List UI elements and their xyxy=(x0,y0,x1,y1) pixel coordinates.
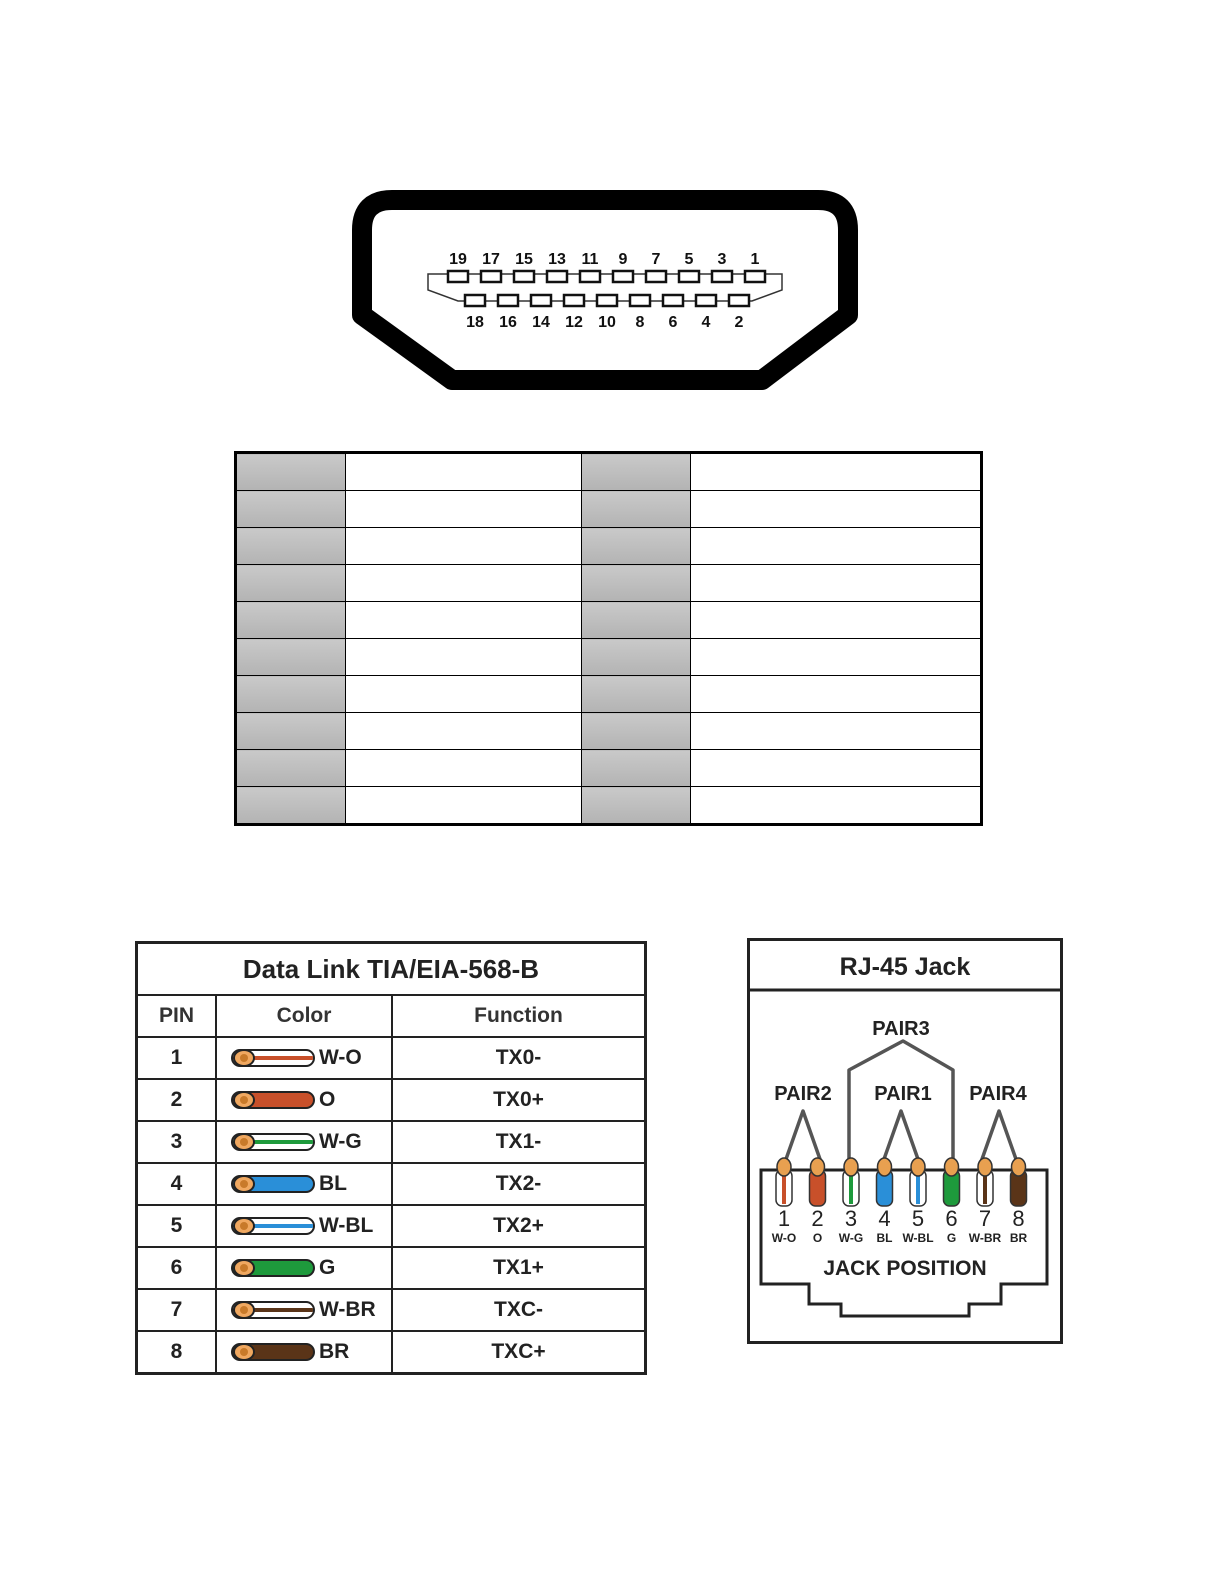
pin-signal-cell xyxy=(691,491,982,528)
header-color: Color xyxy=(216,995,392,1037)
pin-number-cell xyxy=(236,491,346,528)
pin-signal-cell xyxy=(691,528,982,565)
hdmi-pin-number: 1 xyxy=(750,251,760,268)
jack-position-label: JACK POSITION xyxy=(823,1257,987,1280)
jack-pin-color-label: O xyxy=(812,1231,823,1245)
pin-number-cell xyxy=(236,565,346,602)
pin-signal-cell xyxy=(691,602,982,639)
pin-signal-cell xyxy=(691,639,982,676)
hdmi-pin-number: 19 xyxy=(449,251,467,268)
hdmi-pin-number: 14 xyxy=(532,314,550,331)
color-label: W-BL xyxy=(319,1214,374,1237)
hdmi-pin-number: 11 xyxy=(581,251,599,268)
pin-number-cell xyxy=(582,639,691,676)
jack-pin-color-label: W-O xyxy=(771,1231,797,1245)
jack-pin-color-label: BL xyxy=(876,1231,893,1245)
pin-signal-cell xyxy=(691,676,982,713)
jack-pin-color-label: G xyxy=(946,1231,957,1245)
hdmi-pin-contact xyxy=(745,271,765,282)
color-cell xyxy=(216,1247,392,1289)
hdmi-pin-contact xyxy=(729,295,749,306)
color-label: W-BR xyxy=(319,1298,376,1321)
function-cell: TX2+ xyxy=(392,1205,646,1247)
jack-pin-number: 1 xyxy=(777,1206,791,1231)
pin-number-cell xyxy=(236,713,346,750)
color-cell xyxy=(216,1331,392,1374)
jack-pin-color-label: BR xyxy=(1009,1231,1028,1245)
hdmi-pin-number: 8 xyxy=(635,314,645,331)
pin-number-cell xyxy=(236,453,346,491)
pair3-label: PAIR3 xyxy=(872,1018,930,1040)
pin-cell: 7 xyxy=(137,1289,217,1331)
wire-end-icon xyxy=(233,1301,255,1319)
table-row xyxy=(137,1289,646,1331)
pin-table-row xyxy=(236,676,982,713)
pin-signal-cell xyxy=(346,676,582,713)
hdmi-pin-contact xyxy=(630,295,650,306)
pin-signal-cell xyxy=(346,491,582,528)
hdmi-pin-contact xyxy=(696,295,716,306)
pin-signal-cell xyxy=(691,713,982,750)
hdmi-pin-number: 12 xyxy=(565,314,583,331)
pin-number-cell xyxy=(582,528,691,565)
hdmi-pin-contact xyxy=(547,271,567,282)
pin-cell: 2 xyxy=(137,1079,217,1121)
rj45-wire xyxy=(1010,1158,1028,1245)
table-row xyxy=(137,1037,646,1079)
wire-end-icon xyxy=(233,1343,255,1361)
pin-number-cell xyxy=(236,528,346,565)
hdmi-pin-contact xyxy=(531,295,551,306)
wire-end-icon xyxy=(233,1049,255,1067)
pin-signal-cell xyxy=(346,639,582,676)
pin-table-row xyxy=(236,787,982,825)
pin-signal-cell xyxy=(691,565,982,602)
pin-cell: 8 xyxy=(137,1331,217,1374)
pin-number-cell xyxy=(582,453,691,491)
pin-signal-cell xyxy=(346,565,582,602)
table-row xyxy=(137,1163,646,1205)
hdmi-pin-number: 13 xyxy=(548,251,566,268)
hdmi-connector-diagram xyxy=(0,0,1225,420)
pair2-label: PAIR2 xyxy=(774,1083,832,1105)
hdmi-pin-number: 16 xyxy=(499,314,517,331)
color-cell xyxy=(216,1037,392,1079)
pin-table-row xyxy=(236,491,982,528)
wire-tip-icon xyxy=(1012,1158,1026,1176)
tia-table-title: Data Link TIA/EIA-568-B xyxy=(137,943,646,996)
pin-cell: 1 xyxy=(137,1037,217,1079)
table-row xyxy=(137,1247,646,1289)
hdmi-pin-contact xyxy=(663,295,683,306)
hdmi-pin-contact xyxy=(646,271,666,282)
color-label: W-G xyxy=(319,1130,362,1153)
hdmi-pin-number: 3 xyxy=(717,251,727,268)
rj45-title: RJ-45 Jack xyxy=(839,953,971,981)
pin-cell: 6 xyxy=(137,1247,217,1289)
jack-pin-color-label: W-G xyxy=(838,1231,864,1245)
function-cell: TXC- xyxy=(392,1289,646,1331)
pin-signal-cell xyxy=(346,453,582,491)
jack-pin-color-label: W-BL xyxy=(902,1231,934,1245)
rj45-frame xyxy=(749,940,1062,1343)
pin-signal-cell xyxy=(346,750,582,787)
hdmi-connector-outline xyxy=(362,200,848,380)
rj45-jack-diagram xyxy=(747,938,1063,1344)
color-label: BL xyxy=(319,1172,347,1195)
rj45-wire xyxy=(877,1158,893,1245)
hdmi-pin-number: 18 xyxy=(466,314,484,331)
wire-tip-icon xyxy=(878,1158,892,1176)
table-row xyxy=(137,1121,646,1163)
jack-pin-color-label: W-BR xyxy=(968,1231,1002,1245)
wire-tip-icon xyxy=(844,1158,858,1176)
pin-number-cell xyxy=(582,713,691,750)
wire-tip-icon xyxy=(777,1158,791,1176)
hdmi-pin-contact xyxy=(465,295,485,306)
jack-pin-number: 2 xyxy=(811,1206,824,1231)
pin-table-row xyxy=(236,639,982,676)
pair4-label: PAIR4 xyxy=(969,1083,1027,1105)
wire-end-icon xyxy=(233,1217,255,1235)
hdmi-pin-assignment-table xyxy=(234,451,983,826)
color-label: G xyxy=(319,1256,336,1279)
wire-end-icon xyxy=(233,1259,255,1277)
wire-end-icon xyxy=(233,1091,255,1109)
pin-table-row xyxy=(236,713,982,750)
color-cell xyxy=(216,1205,392,1247)
color-cell xyxy=(216,1121,392,1163)
pin-cell: 3 xyxy=(137,1121,217,1163)
hdmi-pin-number: 5 xyxy=(684,251,694,268)
function-cell: TX0+ xyxy=(392,1079,646,1121)
function-cell: TX0- xyxy=(392,1037,646,1079)
pin-table-row xyxy=(236,528,982,565)
hdmi-pin-contact xyxy=(448,271,468,282)
color-label: O xyxy=(319,1088,336,1111)
hdmi-pin-number: 9 xyxy=(618,251,628,268)
hdmi-pin-contact xyxy=(597,295,617,306)
pin-number-cell xyxy=(582,491,691,528)
hdmi-pin-contact xyxy=(514,271,534,282)
pin-number-cell xyxy=(236,602,346,639)
pin-number-cell xyxy=(582,787,691,825)
function-cell: TX1- xyxy=(392,1121,646,1163)
function-cell: TXC+ xyxy=(392,1331,646,1374)
function-cell: TX1+ xyxy=(392,1247,646,1289)
hdmi-pin-number: 10 xyxy=(598,314,616,331)
pin-table-row xyxy=(236,750,982,787)
hdmi-pin-number: 15 xyxy=(515,251,533,268)
pin-number-cell xyxy=(236,639,346,676)
jack-pin-number: 3 xyxy=(844,1206,858,1231)
wire-tip-icon xyxy=(911,1158,925,1176)
pin-signal-cell xyxy=(346,528,582,565)
pin-signal-cell xyxy=(691,453,982,491)
hdmi-pin-number: 4 xyxy=(701,314,711,331)
pin-signal-cell xyxy=(346,602,582,639)
pin-number-cell xyxy=(582,676,691,713)
pin-table-row xyxy=(236,602,982,639)
pin-number-cell xyxy=(582,565,691,602)
table-row xyxy=(137,1331,646,1374)
pin-cell: 4 xyxy=(137,1163,217,1205)
jack-pin-number: 6 xyxy=(945,1206,958,1231)
jack-pin-number: 5 xyxy=(911,1206,925,1231)
pin-table-row xyxy=(236,565,982,602)
color-cell xyxy=(216,1289,392,1331)
pin-signal-cell xyxy=(346,713,582,750)
color-label: BR xyxy=(319,1340,350,1363)
hdmi-pin-contact xyxy=(613,271,633,282)
pin-number-cell xyxy=(582,750,691,787)
jack-pin-number: 4 xyxy=(878,1206,891,1231)
wire-tip-icon xyxy=(978,1158,992,1176)
pair1-label: PAIR1 xyxy=(874,1083,932,1105)
pin-number-cell xyxy=(236,750,346,787)
pin-cell: 5 xyxy=(137,1205,217,1247)
header-function: Function xyxy=(392,995,646,1037)
table-row xyxy=(137,1205,646,1247)
hdmi-pin-number: 6 xyxy=(668,314,678,331)
function-cell: TX2- xyxy=(392,1163,646,1205)
hdmi-pin-number: 2 xyxy=(734,314,744,331)
wire-tip-icon xyxy=(811,1158,825,1176)
pin-number-cell xyxy=(236,787,346,825)
pin-table-row xyxy=(236,453,982,491)
hdmi-pin-contact xyxy=(712,271,732,282)
color-label: W-O xyxy=(319,1046,362,1069)
pin-signal-cell xyxy=(346,787,582,825)
color-cell xyxy=(216,1079,392,1121)
wire-end-icon xyxy=(233,1175,255,1193)
tia-eia-568b-table xyxy=(135,941,647,1375)
jack-pin-number: 7 xyxy=(978,1206,992,1231)
pin-signal-cell xyxy=(691,750,982,787)
hdmi-pin-contact xyxy=(498,295,518,306)
jack-pin-number: 8 xyxy=(1012,1206,1025,1231)
hdmi-pin-number: 17 xyxy=(482,251,500,268)
wire-tip-icon xyxy=(945,1158,959,1176)
hdmi-pin-number: 7 xyxy=(651,251,661,268)
pin-signal-cell xyxy=(691,787,982,825)
table-row xyxy=(137,1079,646,1121)
hdmi-pin-contact xyxy=(564,295,584,306)
hdmi-pin-contact xyxy=(481,271,501,282)
pin-number-cell xyxy=(236,676,346,713)
hdmi-pin-contact xyxy=(679,271,699,282)
pin-number-cell xyxy=(582,602,691,639)
hdmi-pin-contact xyxy=(580,271,600,282)
header-pin: PIN xyxy=(137,995,217,1037)
color-cell xyxy=(216,1163,392,1205)
wire-end-icon xyxy=(233,1133,255,1151)
